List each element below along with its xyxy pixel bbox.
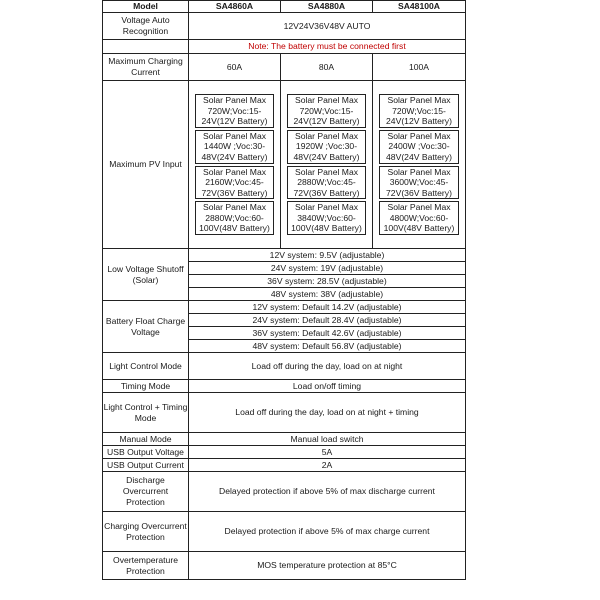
float-voltage-line: 48V system: Default 56.8V (adjustable)	[189, 340, 466, 353]
discharge-overcurrent-value: Delayed protection if above 5% of max discharge current	[189, 472, 466, 512]
low-voltage-line: 24V system: 19V (adjustable)	[189, 262, 466, 275]
max-pv-label: Maximum PV Input	[103, 81, 189, 249]
light-control-value: Load off during the day, load on at night	[189, 353, 466, 380]
spec-row	[103, 512, 466, 552]
low-voltage-row	[103, 249, 466, 262]
manual-mode-value: Manual load switch	[189, 433, 466, 446]
pv-spec: Solar Panel Max 1440W ;Voc:30-48V(24V Battery)	[195, 130, 274, 164]
max-pv-col-1	[189, 81, 281, 249]
charging-overcurrent-label: Charging Overcurrent Protection	[103, 512, 189, 552]
max-charging-80a: 80A	[281, 54, 373, 81]
max-charging-100a: 100A	[373, 54, 466, 81]
max-pv-row	[103, 81, 466, 249]
max-charging-row	[103, 54, 466, 81]
pv-spec: Solar Panel Max 3840W;Voc:60-100V(48V Battery)	[287, 201, 366, 235]
timing-mode-label: Timing Mode	[103, 380, 189, 393]
low-voltage-line: 48V system: 38V (adjustable)	[189, 288, 466, 301]
discharge-overcurrent-label: Discharge Overcurrent Protection	[103, 472, 189, 512]
pv-spec: Solar Panel Max 720W;Voc:15-24V(12V Battery)	[287, 94, 366, 128]
spec-row	[103, 472, 466, 512]
spec-row	[103, 353, 466, 380]
charging-overcurrent-value: Delayed protection if above 5% of max charge current	[189, 512, 466, 552]
spec-row	[103, 380, 466, 393]
spec-row	[103, 393, 466, 433]
model-sa4880a: SA4880A	[281, 1, 373, 13]
pv-spec: Solar Panel Max 2160W;Voc:45-72V(36V Battery)	[195, 166, 274, 200]
timing-mode-value: Load on/off timing	[189, 380, 466, 393]
pv-spec: Solar Panel Max 2400W ;Voc:30-48V(24V Battery)	[379, 130, 459, 164]
battery-note: Note: The battery must be connected first	[189, 40, 466, 54]
low-voltage-line: 36V system: 28.5V (adjustable)	[189, 275, 466, 288]
low-voltage-label: Low Voltage Shutoff (Solar)	[103, 249, 189, 301]
float-voltage-line: 12V system: Default 14.2V (adjustable)	[189, 301, 466, 314]
spec-row	[103, 433, 466, 446]
note-spacer	[103, 40, 189, 54]
model-sa4860a: SA4860A	[189, 1, 281, 13]
float-voltage-line: 36V system: Default 42.6V (adjustable)	[189, 327, 466, 340]
pv-spec: Solar Panel Max 1920W ;Voc:30-48V(24V Battery)	[287, 130, 366, 164]
spec-sheet	[102, 0, 465, 600]
max-charging-label: Maximum Charging Current	[103, 54, 189, 81]
usb-current-value: 2A	[189, 459, 466, 472]
pv-spec: Solar Panel Max 2880W;Voc:60-100V(48V Battery)	[195, 201, 274, 235]
float-voltage-line: 24V system: Default 28.4V (adjustable)	[189, 314, 466, 327]
light-control-label: Light Control Mode	[103, 353, 189, 380]
usb-voltage-value: 5A	[189, 446, 466, 459]
max-pv-col-2	[281, 81, 373, 249]
light-timing-value: Load off during the day, load on at night + timing	[189, 393, 466, 433]
manual-mode-label: Manual Mode	[103, 433, 189, 446]
light-timing-label: Light Control + Timing Mode	[103, 393, 189, 433]
pv-spec: Solar Panel Max 4800W;Voc:60-100V(48V Battery)	[379, 201, 459, 235]
pv-spec: Solar Panel Max 720W;Voc:15-24V(12V Battery)	[379, 94, 459, 128]
model-sa48100a: SA48100A	[373, 1, 466, 13]
overtemperature-label: Overtemperature Protection	[103, 552, 189, 580]
note-row	[103, 40, 466, 54]
usb-voltage-label: USB Output Voltage	[103, 446, 189, 459]
header-row	[103, 1, 466, 13]
pv-spec: Solar Panel Max 3600W;Voc:45-72V(36V Battery)	[379, 166, 459, 200]
max-pv-col-3	[373, 81, 466, 249]
voltage-auto-value: 12V24V36V48V AUTO	[189, 13, 466, 40]
voltage-auto-row	[103, 13, 466, 40]
model-header: Model	[103, 1, 189, 13]
float-voltage-row	[103, 301, 466, 314]
usb-current-label: USB Output Current	[103, 459, 189, 472]
low-voltage-line: 12V system: 9.5V (adjustable)	[189, 249, 466, 262]
overtemperature-value: MOS temperature protection at 85°C	[189, 552, 466, 580]
spec-table	[102, 0, 466, 580]
float-voltage-label: Battery Float Charge Voltage	[103, 301, 189, 353]
pv-spec: Solar Panel Max 2880W;Voc:45-72V(36V Battery)	[287, 166, 366, 200]
spec-row	[103, 552, 466, 580]
voltage-auto-label: Voltage Auto Recognition	[103, 13, 189, 40]
max-charging-60a: 60A	[189, 54, 281, 81]
pv-spec: Solar Panel Max 720W;Voc:15-24V(12V Battery)	[195, 94, 274, 128]
spec-row	[103, 459, 466, 472]
spec-row	[103, 446, 466, 459]
